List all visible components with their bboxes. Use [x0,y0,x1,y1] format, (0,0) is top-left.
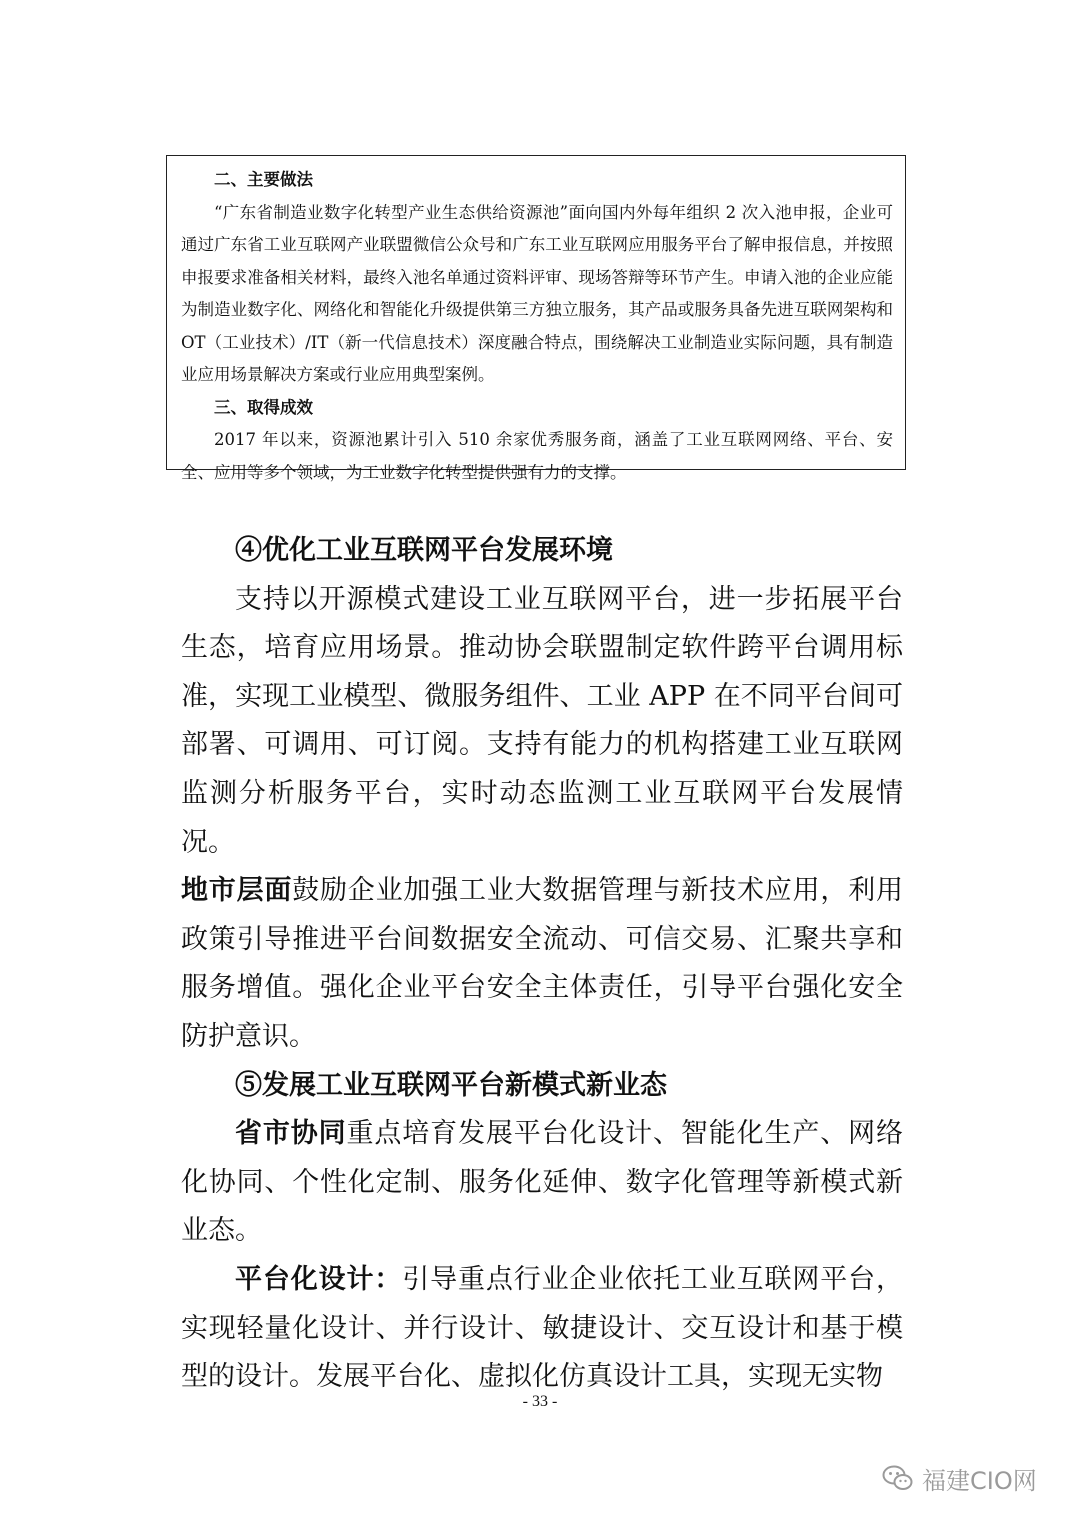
case-box [166,155,906,482]
section-heading-5: ⑤发展工业互联网平台新模式新业态 [235,1069,667,1101]
wechat-icon [882,1464,914,1492]
box-paragraph-1: “广东省制造业数字化转型产业生态供给资源池”面向国内外每年组织 2 次入池申报，企业可通过广东省工业互联网产业联盟微信公众号和广东工业互联网应用服务平台了解申报信息，并按照申报要求准备相关材料，最终入池名单通过资料评审、现场答辩等环节产生。申请入池的企业应能为制造业数字化、网络化和智能化升级提供第三方独立服务，其产品或服务具备先进互联网架构和 OT（工业技术）/IT（新一代信息技术）深度融合特点，围绕解决工业制造业实际问题，具有制造业应用场景解决方案或行业应用典型案例。 [181,202,893,384]
page-number: - 33 - [522,1393,558,1410]
paragraph-6-lead: 平台化设计： [235,1263,403,1295]
paragraph-4b-text: 鼓励企业加强工业大数据管理与新技术应用，利用政策引导推进平台间数据安全流动、可信交易、汇聚共享和服务增值。强化企业平台安全主体责任，引导平台强化安全防护意识。 [181,875,904,1052]
paragraph-4b [181,867,903,1061]
paragraph-4a: 支持以开源模式建设工业互联网平台，进一步拓展平台生态，培育应用场景。推动协会联盟制定软件跨平台调用标准，实现工业模型、微服务组件、工业 APP 在不同平台间可部署、可调用、可订阅。支持有能力的机构搭建工业互联网监测分析服务平台，实时动态监测工业互联网平台发展情况。 [181,583,903,858]
watermark-text: 福建CIO网 [922,1466,1037,1495]
paragraph-5-lead: 省市协同 [235,1118,347,1150]
box-heading-3: 三、取得成效 [214,397,313,417]
paragraph-4b-lead: 地市层面 [181,875,293,907]
box-heading-2: 二、主要做法 [214,170,313,189]
watermark [882,1460,1037,1496]
paragraph-5 [181,1110,903,1256]
paragraph-6 [181,1256,903,1402]
paragraph-6-text: 引导重点行业企业依托工业互联网平台，实现轻量化设计、并行设计、敏捷设计、交互设计和基于模型的设计。发展平台化、虚拟化仿真设计工具，实现无实物 [181,1263,904,1393]
box-paragraph-2: 2017 年以来，资源池累计引入 510 余家优秀服务商，涵盖了工业互联网网络、平台、安全、应用等多个领域，为工业数字化转型提供强有力的支撑。 [181,430,893,482]
section-heading-4: ④优化工业互联网平台发展环境 [235,535,613,566]
main-body [181,527,903,1402]
paragraph-5-text: 重点培育发展平台化设计、智能化生产、网络化协同、个性化定制、服务化延伸、数字化管理等新模式新业态。 [181,1118,904,1247]
